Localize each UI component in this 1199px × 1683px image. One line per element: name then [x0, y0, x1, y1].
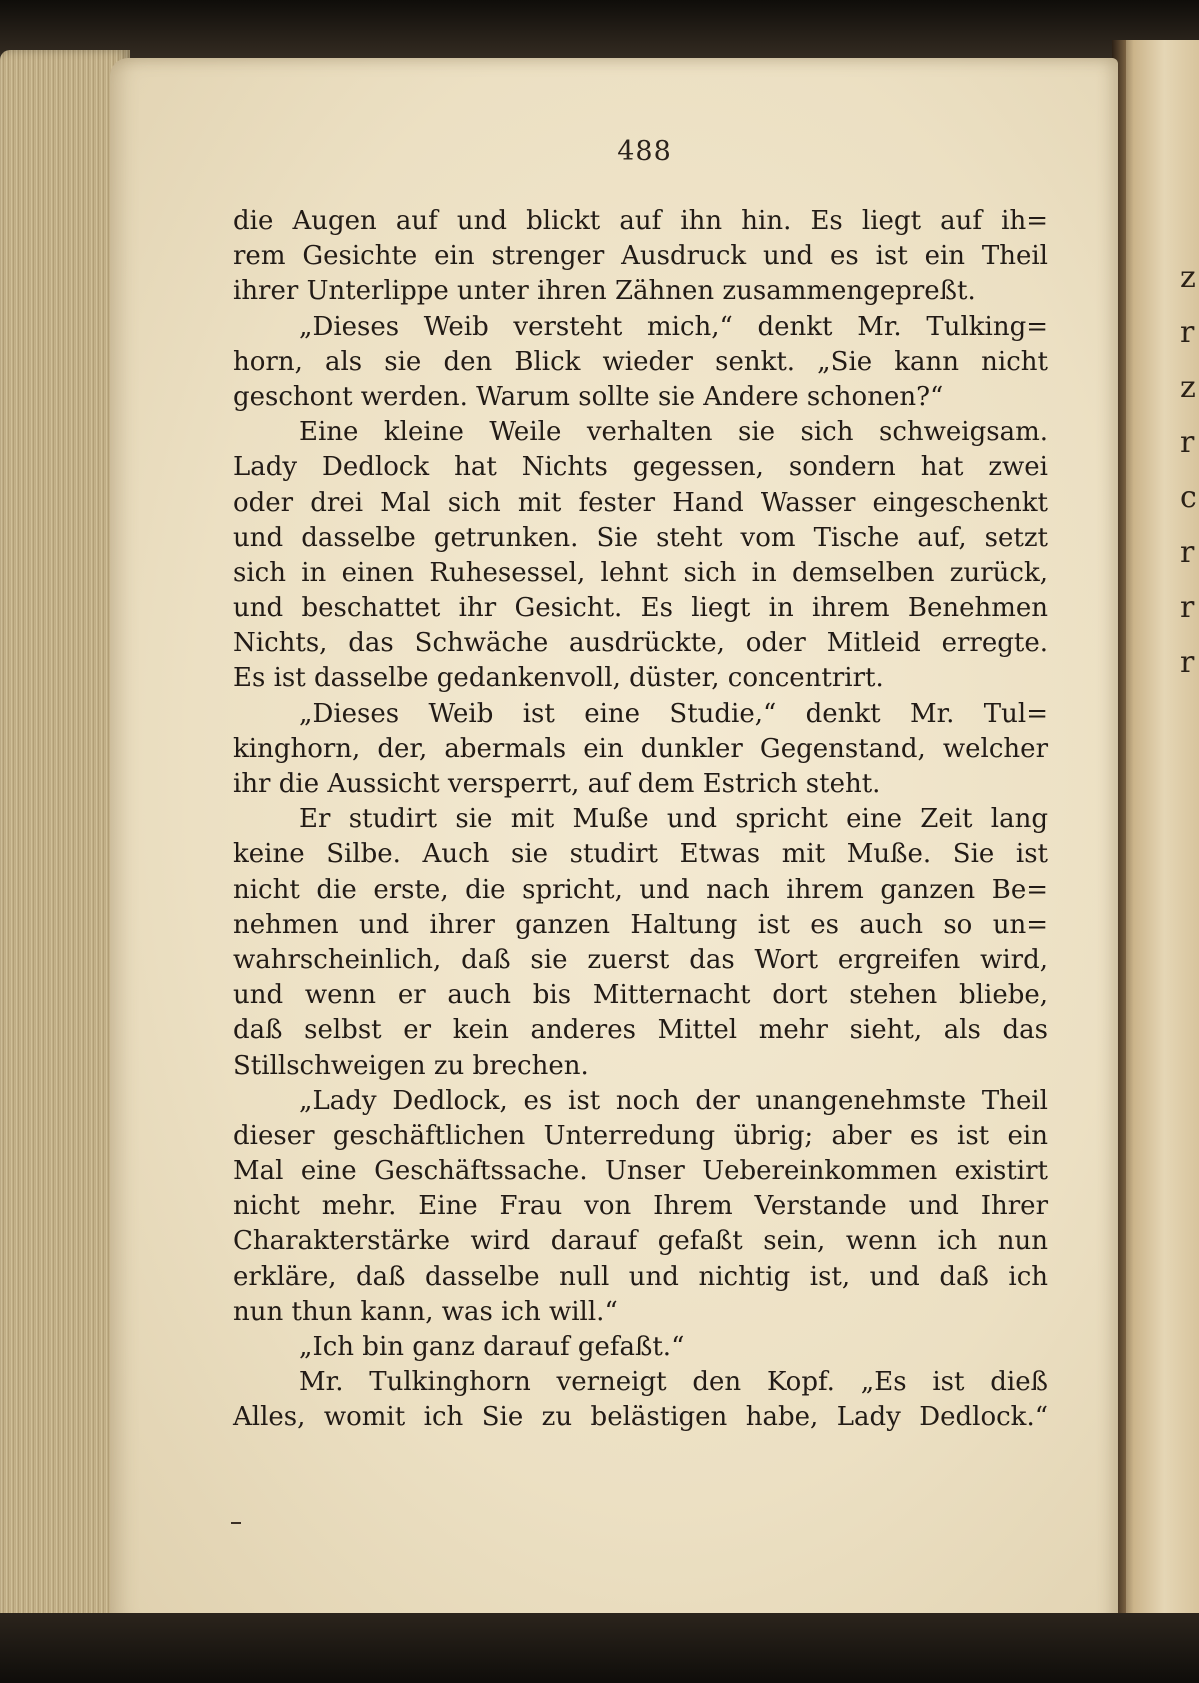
text-line: sich in einen Ruhesessel, lehnt sich in demselben zurück, [233, 557, 1048, 588]
text-line: geschont werden. Warum sollte sie Andere schonen?“ [233, 381, 944, 412]
facing-page-glyph: r [1180, 535, 1195, 570]
text-line: wahrscheinlich, daß sie zuerst das Wort ergreifen wird, [233, 944, 1048, 975]
text-line: „Dieses Weib versteht mich,“ denkt Mr. Tulking= [299, 311, 1048, 342]
text-line: Es ist dasselbe gedankenvoll, düster, concentrirt. [233, 663, 884, 694]
facing-page-glyph: z [1180, 370, 1196, 405]
text-line: Lady Dedlock hat Nichts gegessen, sondern hat zwei [233, 452, 1048, 483]
text-line: nicht die erste, die spricht, und nach ihrem ganzen Be= [233, 874, 1048, 905]
text-line: daß selbst er kein anderes Mittel mehr sieht, als das [233, 1015, 1048, 1046]
text-line: „Dieses Weib ist eine Studie,“ denkt Mr. Tul= [299, 698, 1048, 729]
text-line: und beschattet ihr Gesicht. Es liegt in ihrem Benehmen [233, 593, 1048, 624]
facing-page-glyph: r [1180, 645, 1195, 680]
text-line: dieser geschäftlichen Unterredung übrig; aber es ist ein [233, 1120, 1048, 1151]
text-line: „Ich bin ganz darauf gefaßt.“ [299, 1332, 685, 1362]
text-line: ihrer Unterlippe unter ihren Zähnen zusammengepreßt. [233, 276, 976, 307]
book-bottom-edge [0, 1613, 1199, 1683]
text-line: Charakterstärke wird darauf gefaßt sein, wenn ich nun [233, 1226, 1048, 1257]
text-line: Eine kleine Weile verhalten sie sich schweigsam. [299, 417, 1048, 448]
text-line: Stillschweigen zu brechen. [233, 1050, 589, 1081]
facing-page-glyph: c [1180, 480, 1197, 515]
text-line: kinghorn, der, abermals ein dunkler Gegenstand, welcher [233, 733, 1048, 764]
text-line: oder drei Mal sich mit fester Hand Wasser eingeschenkt [233, 487, 1048, 518]
body-text [233, 204, 1048, 1436]
printer-mark [231, 1522, 241, 1524]
page-number: 488 [617, 136, 672, 167]
text-line: nehmen und ihrer ganzen Haltung ist es auch so un= [233, 909, 1048, 940]
text-line: nicht mehr. Eine Frau von Ihrem Verstande und Ihrer [233, 1191, 1048, 1222]
text-line: horn, als sie den Blick wieder senkt. „Sie kann nicht [233, 346, 1048, 377]
text-line: Mal eine Geschäftssache. Unser Uebereinkommen existirt [233, 1156, 1048, 1187]
text-line: Alles, womit ich Sie zu belästigen habe, Lady Dedlock.“ [233, 1402, 1048, 1433]
text-line: keine Silbe. Auch sie studirt Etwas mit Muße. Sie ist [233, 839, 1048, 870]
facing-page-glyph: r [1180, 425, 1195, 460]
text-line: ihr die Aussicht versperrt, auf dem Estrich steht. [233, 769, 881, 799]
text-line: erkläre, daß dasselbe null und nichtig ist, und daß ich [233, 1261, 1048, 1292]
facing-page-glyph: r [1180, 590, 1195, 625]
text-line: die Augen auf und blickt auf ihn hin. Es liegt auf ih= [233, 206, 1048, 236]
text-line: Er studirt sie mit Muße und spricht eine Zeit lang [299, 804, 1048, 835]
text-line: nun thun kann, was ich will.“ [233, 1296, 618, 1327]
facing-page-glyph: z [1180, 260, 1196, 295]
text-line: und wenn er auch bis Mitternacht dort stehen bliebe, [233, 980, 1048, 1011]
text-line: Nichts, das Schwäche ausdrückte, oder Mitleid erregte. [233, 628, 1048, 659]
text-line: Mr. Tulkinghorn verneigt den Kopf. „Es ist dieß [299, 1367, 1048, 1398]
facing-page-glyph: r [1180, 315, 1195, 350]
text-line: rem Gesichte ein strenger Ausdruck und es ist ein Theil [233, 241, 1048, 272]
text-line: und dasselbe getrunken. Sie steht vom Tische auf, setzt [233, 522, 1048, 553]
text-line: „Lady Dedlock, es ist noch der unangenehmste Theil [299, 1085, 1048, 1116]
facing-page-glyphs [1180, 250, 1199, 690]
